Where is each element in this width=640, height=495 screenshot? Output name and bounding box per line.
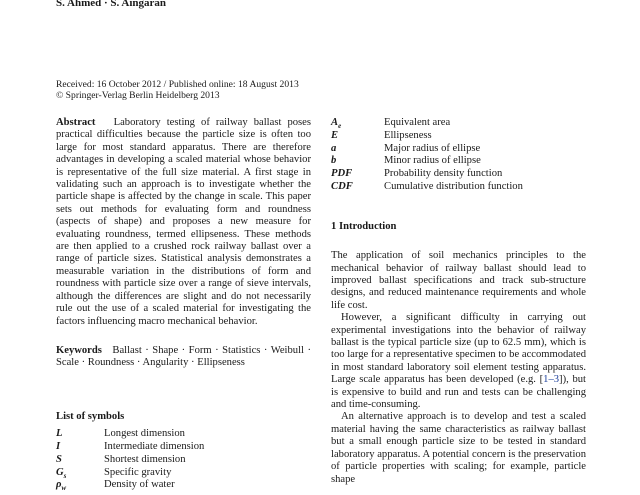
symbol-desc: Ellipseness (384, 129, 432, 141)
received-line: Received: 16 October 2012 / Published online: 18 August 2013 (56, 79, 299, 90)
symbols-list (56, 428, 311, 492)
intro-paragraph-2 (331, 312, 586, 411)
publication-info (56, 79, 299, 101)
symbol-row (331, 143, 586, 156)
symbols-list-continued (331, 117, 586, 194)
intro-paragraph-2-text: However, a significant difficulty in carrying out experimental investigations into the behavior of railway ballast is the typical particle size (up to 62.5 mm), which is too large for a representative specimen to be accommodated in most standard laboratory soil element testing apparatus. Large scale apparatus has been developed (e.g. [ (331, 312, 586, 386)
keywords-text: Ballast · Shape · Form · Statistics · Weibull · Scale · Roundness · Angularity · Ellipseness (56, 344, 311, 369)
symbol-desc: Minor radius of ellipse (384, 155, 481, 167)
symbol-row (331, 117, 586, 130)
symbol-row (331, 130, 586, 143)
intro-paragraph-3: An alternative approach is to develop and test a scaled material having the same characteristics as railway ballast but a small enough particle size to be tested in standard laboratory apparatus. A potential concern is the preservation of particle properties with scaling; for example, particle shape (331, 411, 586, 485)
symbol-desc: Probability density function (384, 168, 503, 180)
keywords-label: Keywords (56, 344, 102, 356)
symbol-desc: Density of water (104, 479, 175, 491)
symbol-desc: Shortest dimension (104, 453, 186, 465)
symbol-key: CDF (331, 180, 353, 192)
symbol-key: b (331, 155, 337, 167)
symbol-key: a (331, 142, 337, 154)
symbol-key: E (331, 129, 339, 141)
symbol-desc: Longest dimension (104, 428, 185, 440)
symbol-key: $A_e$ (331, 117, 342, 131)
symbol-row (331, 181, 586, 194)
symbol-key: $\rho_w$ (56, 479, 67, 493)
symbol-key: S (56, 453, 62, 465)
intro-paragraph-2-text-end: ]), but is expensive to build and run and tests can be challenging and time-consuming. (331, 374, 586, 411)
symbol-row (56, 454, 311, 467)
right-column (331, 117, 586, 486)
symbol-row (56, 479, 311, 492)
symbol-key: PDF (331, 168, 353, 180)
intro-paragraph-1: The application of soil mechanics principles to the mechanical behavior of railway ballast should lead to improved ballast specifications and track sub-structure designs, and reduced maintenance requirements and whole life cost. (331, 250, 586, 311)
copyright-line: © Springer-Verlag Berlin Heidelberg 2013 (56, 90, 220, 101)
symbol-desc: Specific gravity (104, 466, 172, 478)
abstract-label: Abstract (56, 117, 96, 128)
symbol-row (331, 168, 586, 181)
symbol-key: I (56, 440, 61, 452)
symbol-row (56, 467, 311, 480)
citation-link[interactable]: 1–3 (543, 374, 560, 386)
symbol-desc: Equivalent area (384, 117, 451, 128)
abstract-text: Laboratory testing of railway ballast poses practical difficulties because the particle size is often too large for most standard apparatus. There are therefore advantages in developing a scaled material whose behavior is representative of the full size material. A first stage in validating such an approach is to investigate whether the particle shape is affected by the change in scale. This paper sets out methods for evaluating form and roundness (aspects of shape) and proposes a new measure for evaluating roundness, termed ellipseness. These methods are then applied to a crushed rock railway ballast over a range of particle sizes. Statistical analysis demonstrates a measurable variation in the distributions of form and roundness with particle size over a range of sieve intervals, although the differences are slight and do not necessarily rule out the use of a scaled material for investigating the factors influencing macro mechanical behavior. (56, 117, 311, 327)
section-title-introduction: 1 Introduction (331, 220, 397, 232)
symbol-desc: Cumulative distribution function (384, 180, 523, 192)
symbol-row (56, 428, 311, 441)
left-column (56, 117, 311, 492)
symbol-row (56, 441, 311, 454)
symbol-desc: Major radius of ellipse (384, 142, 481, 154)
authors: S. Ahmed · S. Aingaran (56, 0, 167, 9)
abstract (56, 117, 311, 328)
symbols-title: List of symbols (56, 410, 125, 422)
symbol-desc: Intermediate dimension (104, 440, 205, 452)
symbol-row (331, 155, 586, 168)
symbol-key: $G_s$ (56, 466, 67, 480)
keywords (56, 345, 311, 370)
symbol-key: L (56, 428, 63, 440)
